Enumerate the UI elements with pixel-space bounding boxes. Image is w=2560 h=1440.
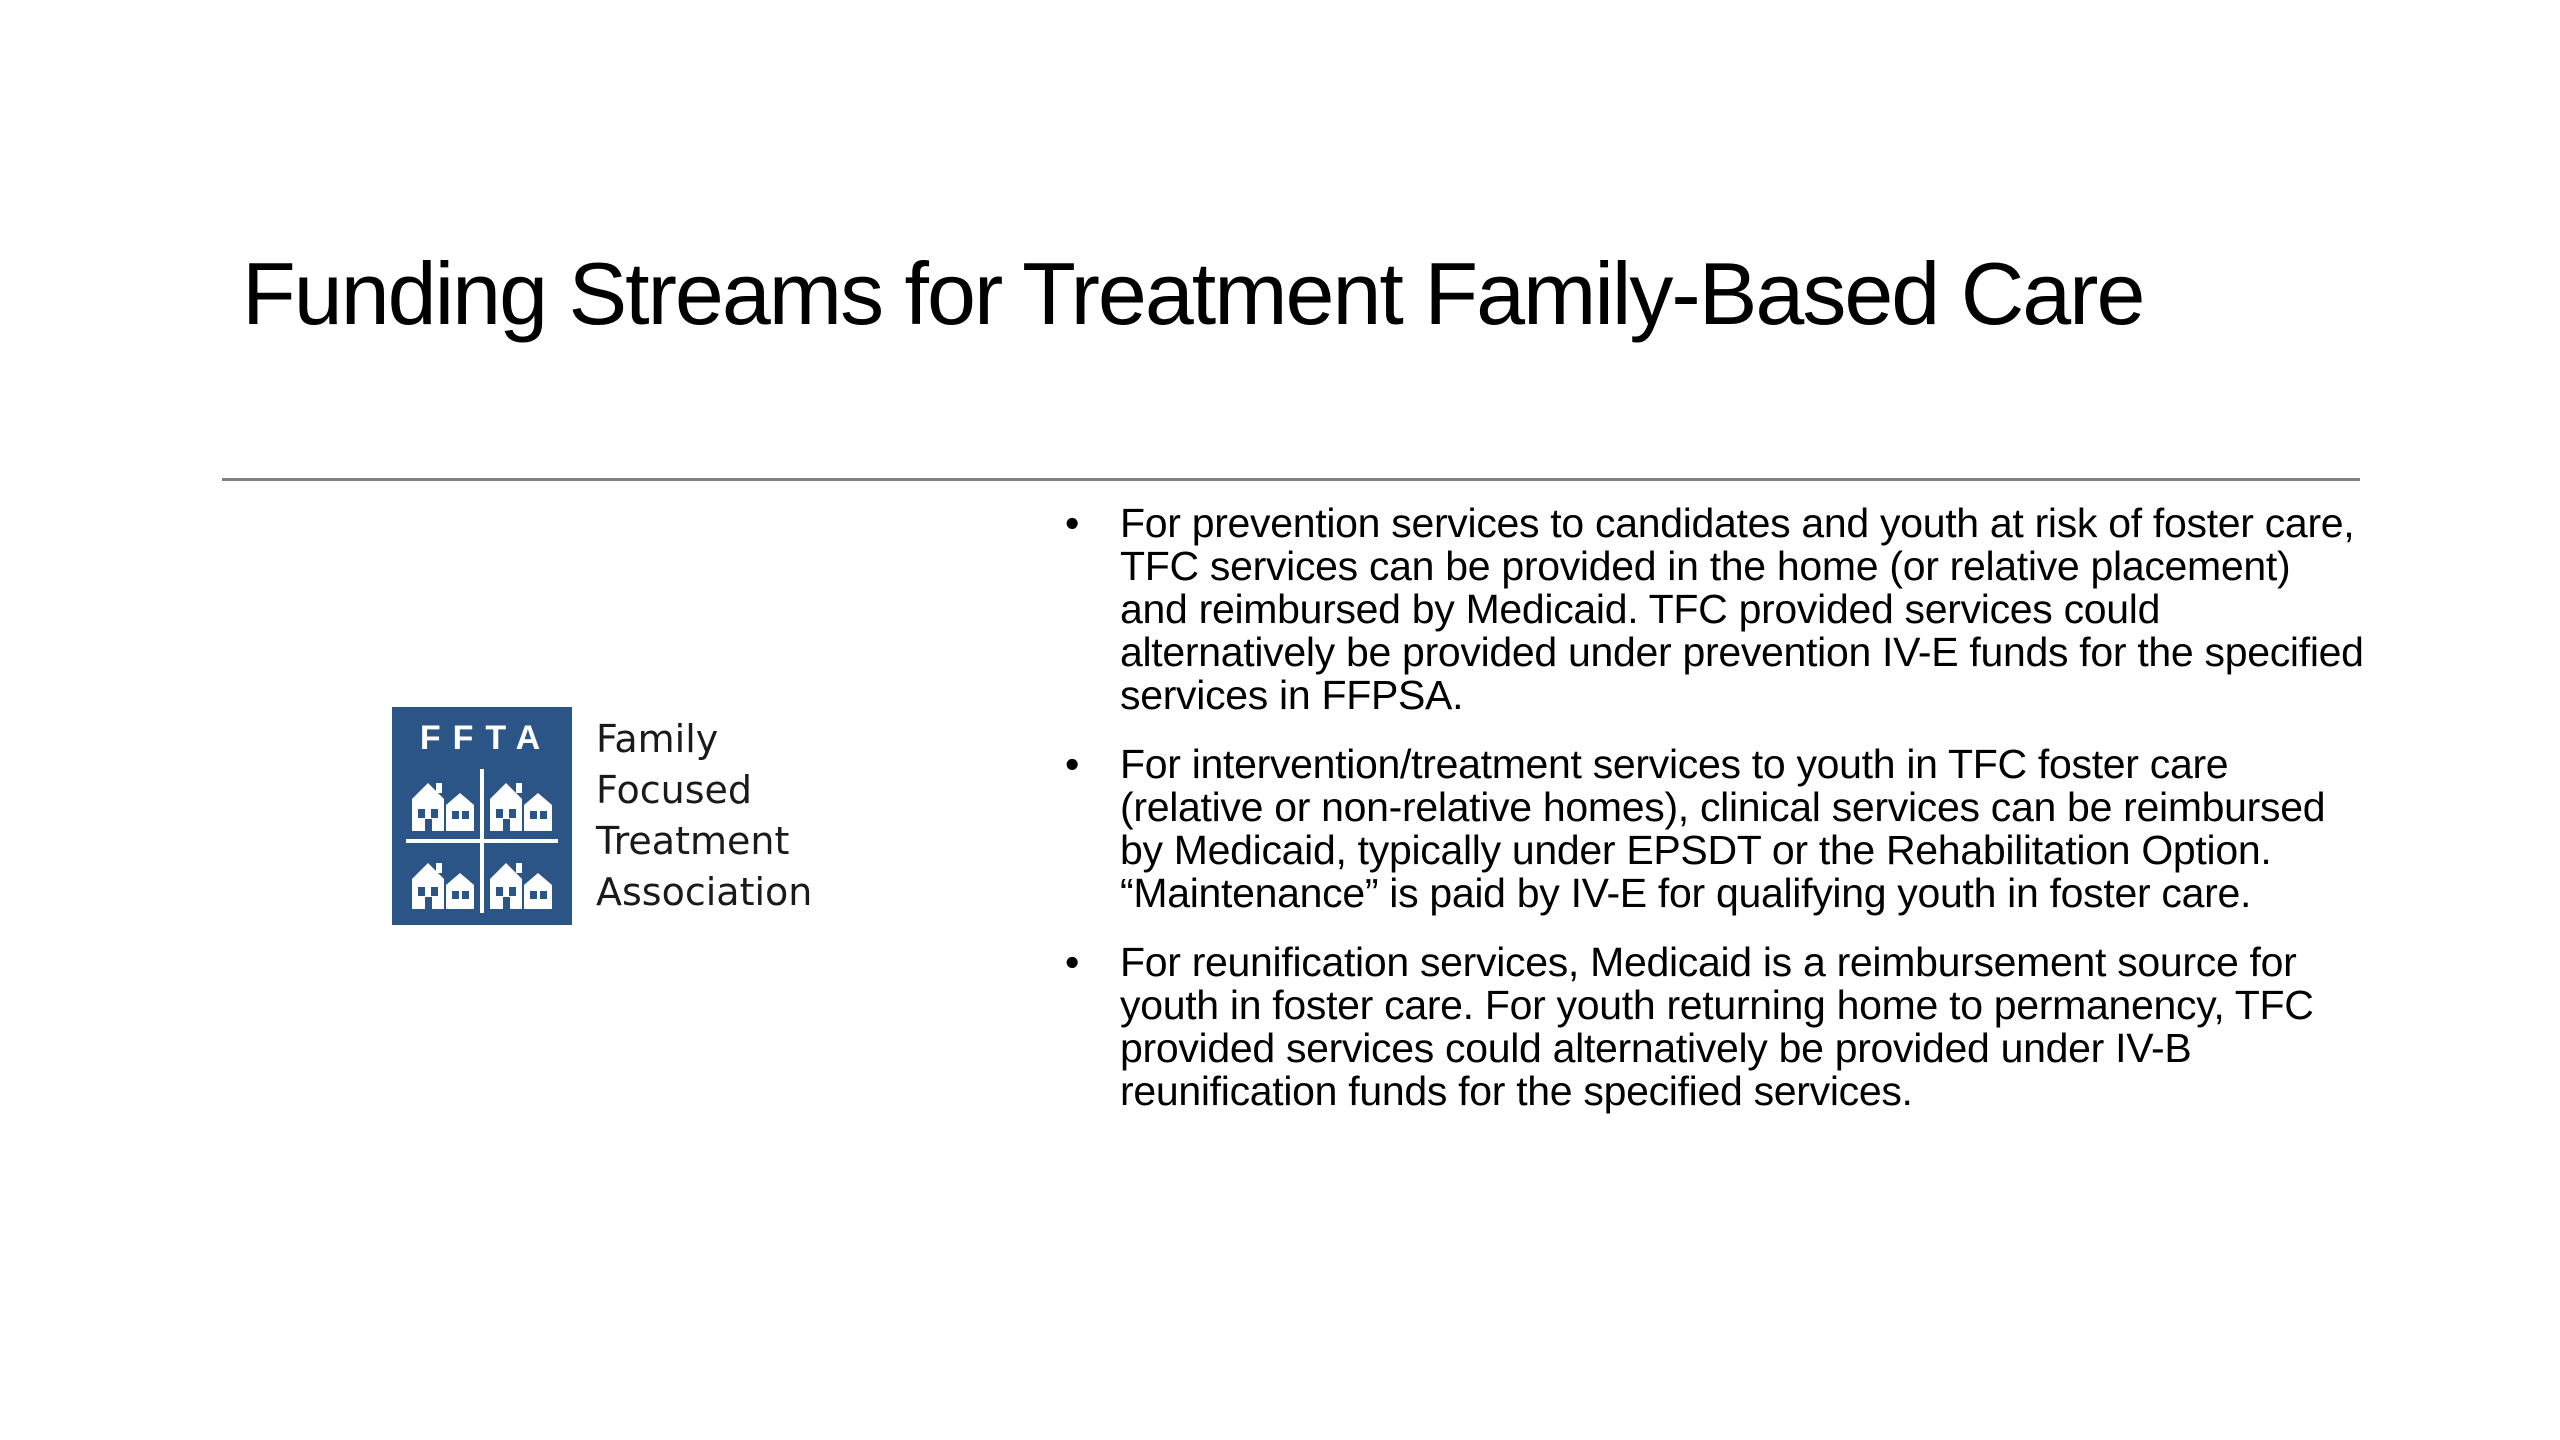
bullet-prevention: • For prevention services to candidates and youth at risk of foster care, TFC services can be provided in the home (or relative placement) and reimbursed by Medicaid. TFC provided services could alternatively be provided under prevention IV-E funds for the specified services in FFPSA.: [1065, 502, 2365, 717]
logo-mark: [392, 707, 572, 925]
ffta-logo: [392, 707, 832, 925]
bullet-reunification: • For reunification services, Medicaid is a reimbursement source for youth in foster care. For youth returning home to permanency, TFC provided services could alternatively be provided under IV-B reunification funds for the specified services.: [1065, 941, 2365, 1113]
title-divider: [222, 478, 2360, 481]
logo-line-treatment: Treatment: [596, 819, 790, 863]
logo-line-family: Family: [596, 717, 719, 761]
logo-letters: FFTA: [419, 719, 553, 757]
bullet-intervention: • For intervention/treatment services to youth in TFC foster care (relative or non-relative homes), clinical services can be reimbursed by Medicaid, typically under EPSDT or the Rehabilitation Option. “Maintenance” is paid by IV-E for qualifying youth in foster care.: [1065, 743, 2365, 915]
logo-wordmark: [596, 714, 812, 918]
logo-line-focused: Focused: [596, 768, 753, 812]
logo-line-association: Association: [596, 870, 813, 914]
funding-bullet-list: [1065, 502, 2365, 1139]
slide-title: Funding Streams for Treatment Family-Based Care: [242, 244, 2144, 343]
houses-icon: [406, 769, 558, 913]
